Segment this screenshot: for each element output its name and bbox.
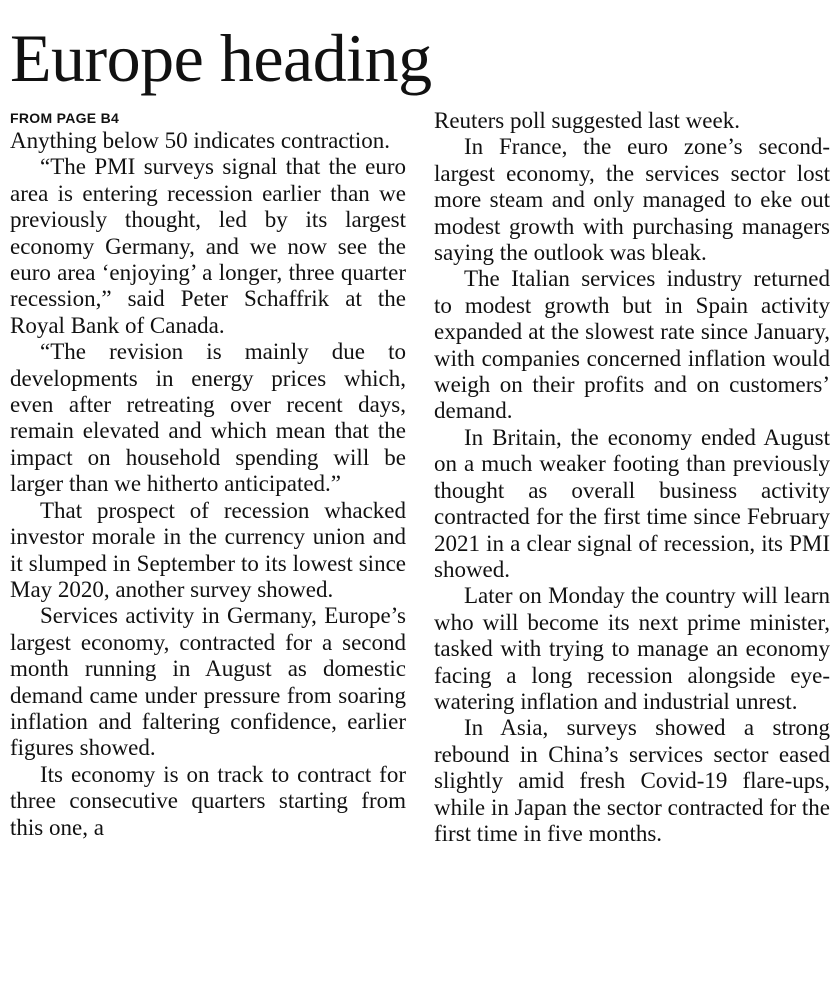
paragraph: “The revision is mainly due to developments in energy prices which, even after retreating over recent days, remain elevated and which mean that the impact on household spending will be larger than we hitherto anticipated.” <box>10 339 406 497</box>
headline: Europe heading <box>10 20 432 96</box>
paragraph: In France, the euro zone’s second-largest economy, the services sector lost more steam and only managed to eke out modest growth with purchasing managers saying the outlook was bleak. <box>434 134 830 266</box>
paragraph: Its economy is on track to contract for three consecutive quarters starting from this one, a <box>10 761 406 840</box>
paragraph: Later on Monday the country will learn who will become its next prime minister, tasked with trying to manage an economy facing a long recession alongside eye-watering inflation and industrial unrest. <box>434 583 830 714</box>
paragraph: Services activity in Germany, Europe’s largest economy, contracted for a second month running in August as domestic demand came under pressure from soaring inflation and faltering confidence, earlier figures showed. <box>10 603 406 761</box>
paragraph: The Italian services industry returned to modest growth but in Spain activity expanded at the slowest rate since January, with companies concerned inflation would weigh on their profits and on customers’ demand. <box>434 266 830 424</box>
right-column <box>434 108 830 847</box>
paragraph: Anything below 50 indicates contraction. <box>10 128 391 153</box>
left-column <box>10 108 406 841</box>
paragraph-continued: Reuters poll suggested last week. <box>434 108 740 133</box>
paragraph: “The PMI surveys signal that the euro area is entering recession earlier than we previously thought, led by its largest economy Germany, and we now see the euro area ‘enjoying’ a longer, three quarter recession,” said Peter Schaffrik at the Royal Bank of Canada. <box>10 154 406 338</box>
paragraph: That prospect of recession whacked investor morale in the currency union and it slumped in September to its lowest since May 2020, another survey showed. <box>10 497 406 602</box>
paragraph: In Asia, surveys showed a strong rebound in China’s services sector eased slightly amid fresh Covid-19 flare-ups, while in Japan the sector contracted for the first time in five months. <box>434 715 830 846</box>
paragraph: In Britain, the economy ended August on a much weaker footing than previously thought as overall business activity contracted for the first time since February 2021 in a clear signal of recession, its PMI showed. <box>434 424 830 582</box>
continued-from-kicker: FROM PAGE B4 <box>10 110 120 126</box>
